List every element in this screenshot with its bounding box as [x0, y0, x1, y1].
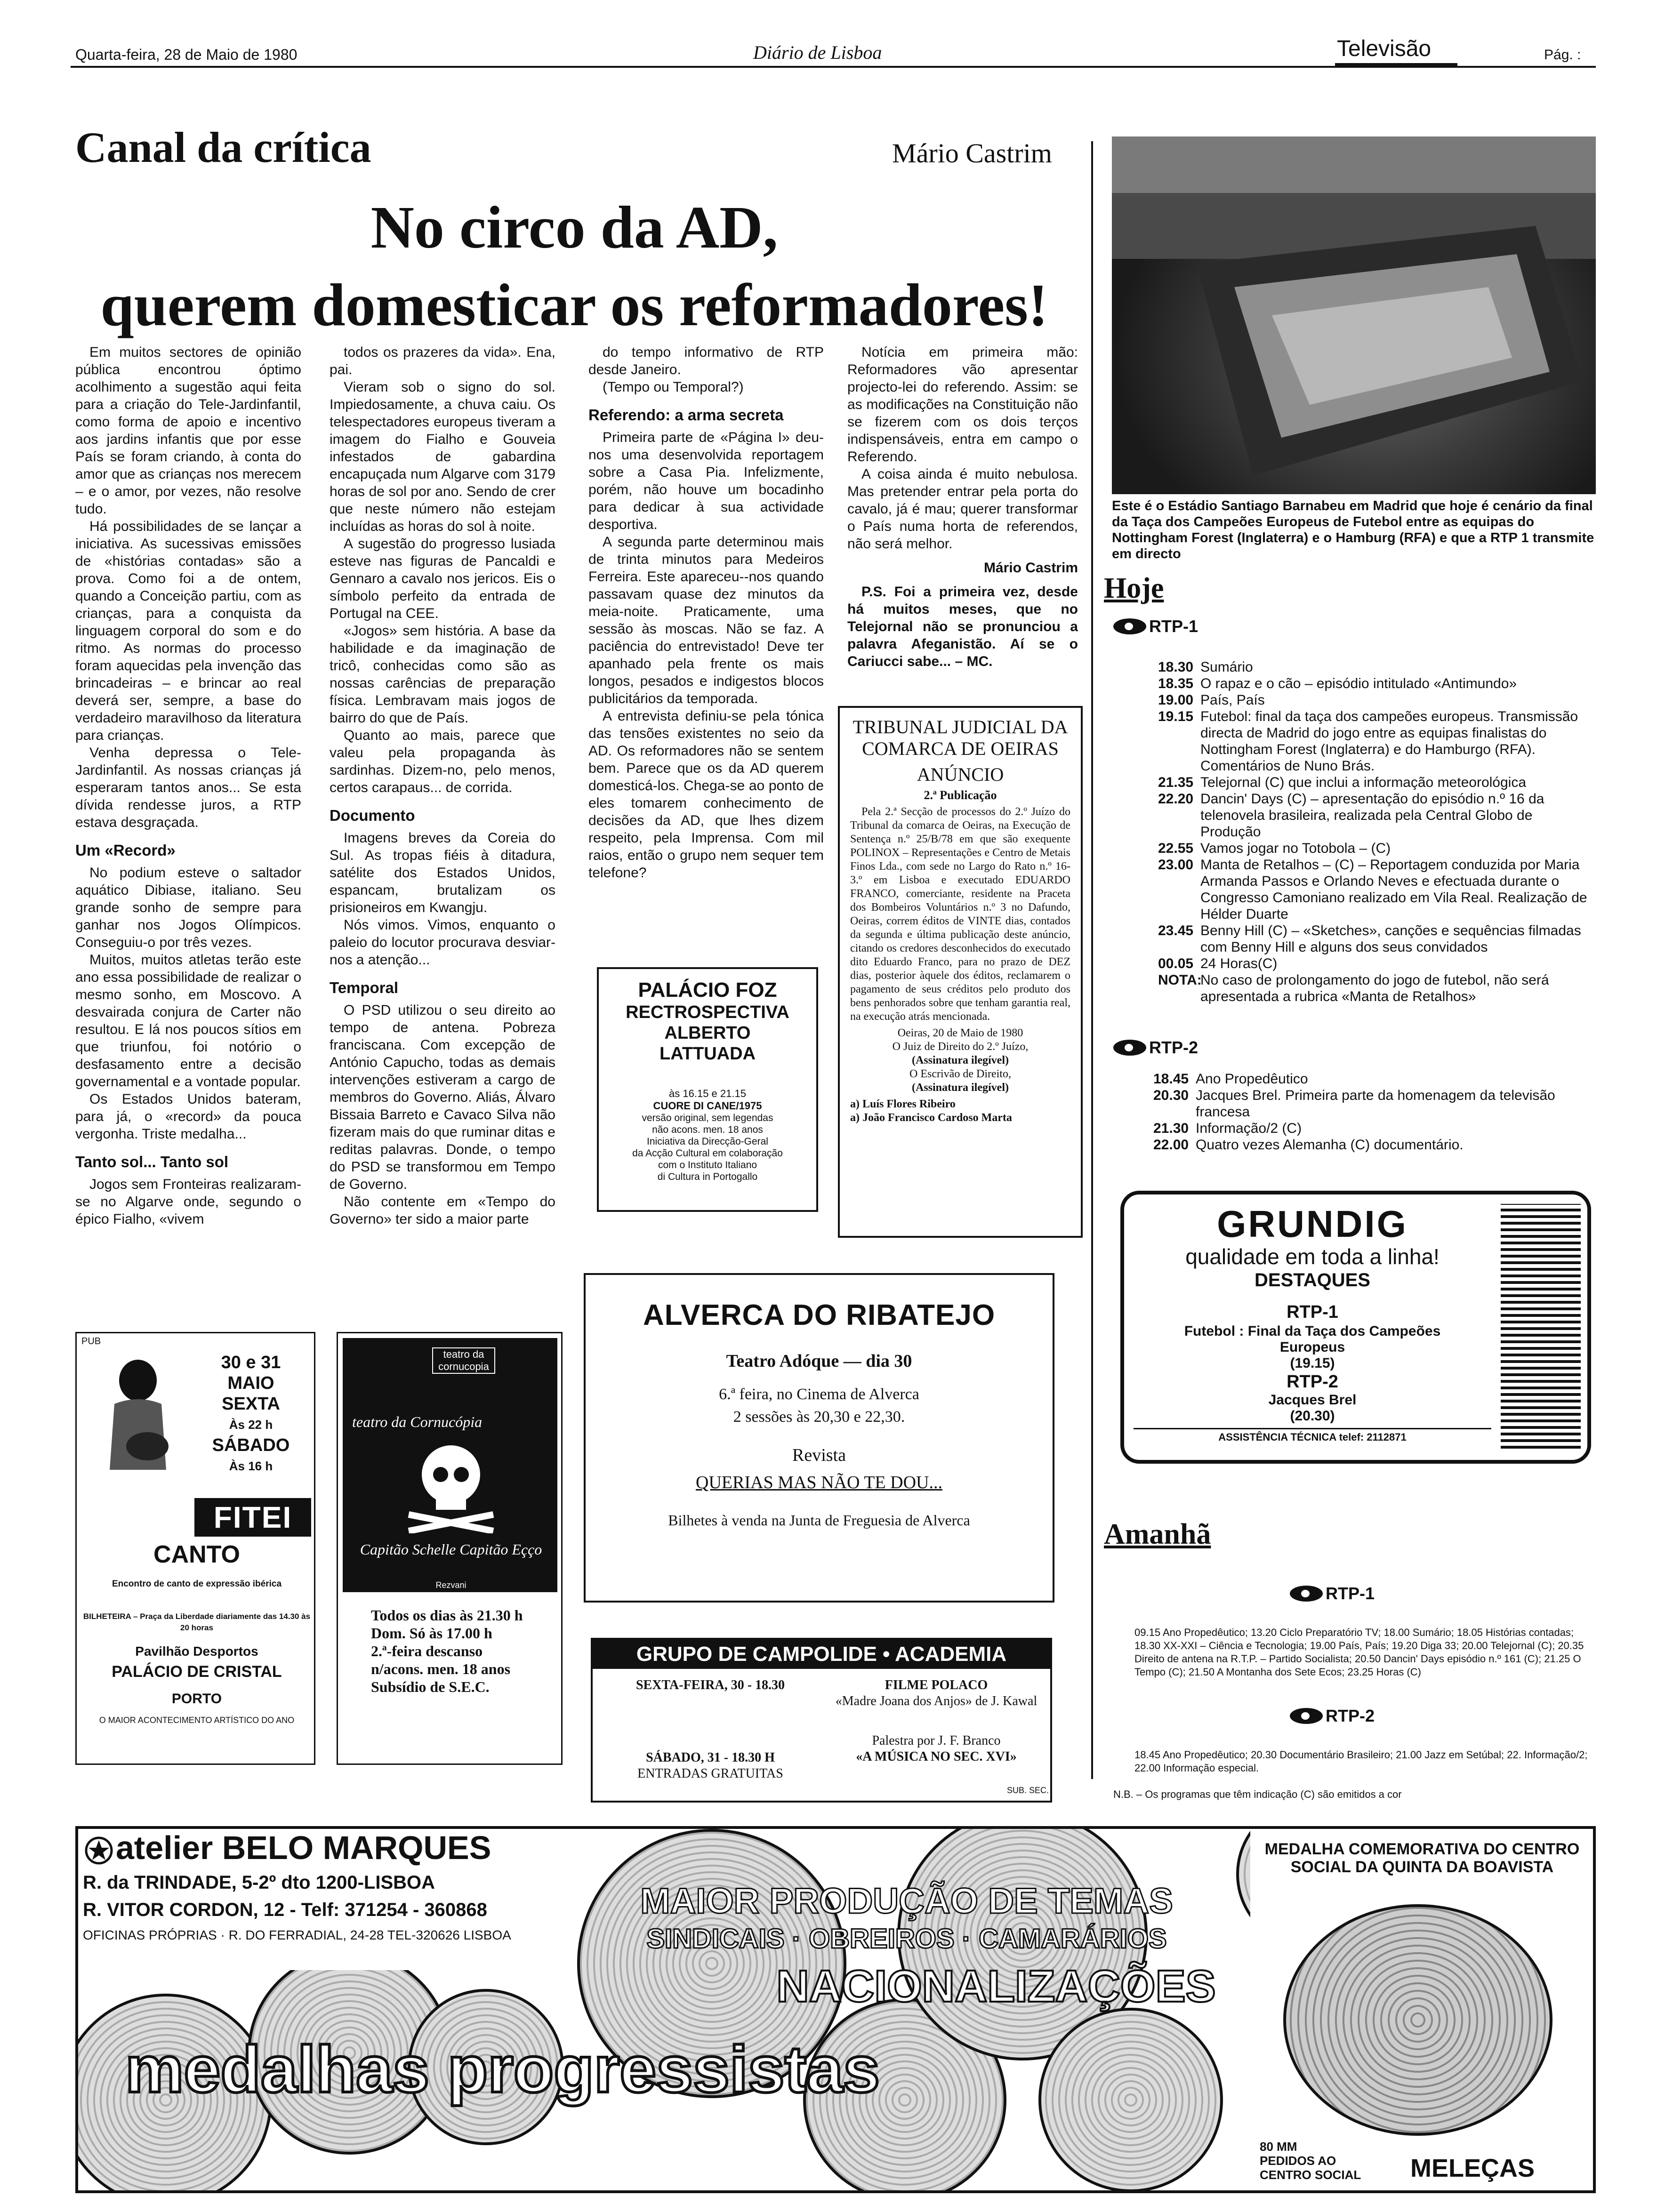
- belo-marques-ad: [75, 1826, 1596, 2193]
- amanha-rtp2-logo: [1290, 1706, 1375, 1726]
- grundig-highlights: DESTAQUES: [1255, 1270, 1370, 1290]
- cornucopia-play: Capitão Schelle Capitão Eçço: [360, 1541, 542, 1558]
- author-byline: Mário Castrim: [892, 138, 1052, 168]
- belo-orders: PEDIDOS AO: [1260, 2154, 1336, 2168]
- tv-program: Quatro vezes Alemanha (C) documentário.: [1196, 1137, 1464, 1153]
- fitei-canto: CANTO: [153, 1541, 240, 1568]
- cornucopia-name: teatro da Cornucópia: [352, 1413, 483, 1430]
- grundig-line: (19.15): [1290, 1355, 1335, 1371]
- tv-time: 20.30: [1153, 1088, 1189, 1103]
- tv-schedule-row: [1158, 675, 1596, 692]
- amanha-title: Amanhã: [1104, 1518, 1211, 1550]
- tv-time: 19.15: [1158, 709, 1194, 724]
- rtp2-label: RTP-2: [1149, 1038, 1199, 1057]
- guitar-player-illustration: [96, 1352, 180, 1475]
- tribunal-signature: (Assinatura ilegível): [912, 1082, 1009, 1094]
- tv-program: 24 Horas(C): [1200, 956, 1278, 971]
- article-paragraph: Muitos, muitos atletas terão este ano essa possibilidade de realizar o mesmo sonho, em Moscovo. A desvairada conjura de Carter não resultou. E lá nos poucos sítios em que triunfou, foi notório o desfasamento entre a decisão governamental e a vontade popular.: [75, 952, 301, 1090]
- tribunal-date: Oeiras, 20 de Maio de 1980: [897, 1027, 1023, 1039]
- belo-size: 80 MM: [1260, 2140, 1297, 2154]
- tribunal-judge: O Juiz de Direito do 2.º Juízo,: [892, 1041, 1029, 1053]
- grundig-line: Jacques Brel: [1268, 1392, 1357, 1408]
- amanha-rtp1-schedule: 09.15 Ano Propedêutico; 13.20 Ciclo Preparatório TV; 18.00 Sumário; 18.05 Histórias contadas; 18.30 XX-XXI – Ciência e Tecnologia; 19.00 País, País; 19.20 Diga 33; 20.00 Telejornal (C); 20.35 Direito de antena na R.T.P. – Partido Socialista; 20.50 Dancin' Days episódio n.º 161 (C); 21.25 O Tempo (C); 21.50 A Montanha dos Sete Ecos; 23.25 Horas (C): [1134, 1627, 1584, 1678]
- medal-illustration: [1038, 2008, 1223, 2192]
- belo-workshops: OFICINAS PRÓPRIAS · R. DO FERRADIAL, 24-28 TEL-320626 LISBOA: [83, 1928, 511, 1942]
- article-paragraph: (Tempo ou Temporal?): [603, 379, 744, 395]
- tribunal-body: Pela 2.ª Secção de processos do 2.º Juízo do Tribunal da comarca de Oeiras, na Execução de Sentença n.º 25/B/78 em que são exequente POLINOX – Representações e Centro de Metais Finos Lda., com sede no Largo do Rato n.º 16-3.º em Lisboa e executado EDUARDO FRANCO, comerciante, residente na Praceta dos Bombeiros Voluntários n.º 3 no Dafundo, Oeiras, correm éditos de VINTE dias, contados da segunda e última publicação deste anúncio, citando os credores desconhecidos do executado dito Eduardo Franco, para no prazo de DEZ dias, posterior àquele dos éditos, reclamarem o pagamento de seus créditos pelo produto dos bens penhorados sobre que tenham garantia real, na execução atrás mencionada.: [850, 806, 1070, 1023]
- tribunal-signature: (Assinatura ilegível): [912, 1054, 1009, 1066]
- stadium-photo: [1112, 136, 1596, 494]
- header-paper-name: Diário de Lisboa: [753, 42, 882, 63]
- header-section: Televisão: [1337, 36, 1432, 61]
- alverca-line: Revista: [792, 1445, 846, 1465]
- tv-schedule-row: [1153, 1120, 1596, 1137]
- cornucopia-schedule: n/acons. men. 18 anos: [371, 1660, 511, 1677]
- article-paragraph: Vieram sob o signo do sol. Impiedosamente, a chuva caiu. Os telespectadores europeus tiveram a imagem do Fialho e Gouveia infestados de gabardina encapuçada num Algarve com 3179 horas de sol por ano. Sendo de crer que neste número não estejam incluídas as horas do sol à noite.: [330, 379, 555, 534]
- palacio-foz-line: di Cultura in Portogallo: [657, 1171, 758, 1182]
- amanha-rtp2-schedule: 18.45 Ano Propedêutico; 20.30 Documentário Brasileiro; 21.00 Jazz em Setúbal; 22. Informação/2; 22.00 Informação especial.: [1134, 1749, 1588, 1774]
- grundig-tv-controls: [1501, 1204, 1581, 1449]
- palacio-foz-line: CUORE DI CANE/1975: [653, 1100, 762, 1112]
- tribunal-title: TRIBUNAL JUDICIAL DA COMARCA DE OEIRAS: [853, 716, 1068, 759]
- tribunal-publication: 2.ª Publicação: [924, 788, 997, 802]
- tv-program: No caso de prolongamento do jogo de futebol, não será apresentada a rubrica «Manta de Retalhos»: [1200, 972, 1549, 1004]
- rtp-eye-icon: [1113, 618, 1146, 634]
- article-paragraph: Em muitos sectores de opinião pública encontrou óptimo acolhimento a sugestão aqui feita para a criação do Tele-Jardinfantil, como forma de apoio e incentivo aos jardins infantis que por esse País se foram criando, à conta do amor que as crianças nos merecem – e o amor, por vezes, não resolve tudo.: [75, 345, 301, 517]
- belo-medals-title: medalhas progressistas: [125, 2032, 880, 2106]
- fitei-city: PORTO: [171, 1691, 222, 1707]
- article-paragraph: A entrevista definiu-se pela tónica das tensões existentes no seio da AD. Os reformadores não se sentem bem. Parece que os da AD querem domesticá-los. Chega-se ao ponto de eles tomarem conhecimento de decisões da AD, que lhes dizem respeito, pela Imprensa. Com mil raios, então o grupo nem sequer tem telefone?: [588, 708, 824, 881]
- article-paragraph: A coisa ainda é muito nebulosa. Mas pretender entrar pela porta do cavalo, já é mau; querer transformar o País numa horta de referendos, não será melhor.: [847, 466, 1078, 552]
- article-paragraph: Imagens breves da Coreia do Sul. As tropas fiéis à ditadura, satélite dos Estados Unidos, espancam, brutalizam os prisioneiros em Kwangju.: [330, 830, 555, 915]
- tv-time: 18.35: [1158, 676, 1194, 691]
- fitei-day: SÁBADO: [212, 1435, 290, 1455]
- amanha-rtp1-label: RTP-1: [1326, 1584, 1375, 1603]
- tv-time: 21.30: [1153, 1121, 1189, 1136]
- amanha-rtp2-label: RTP-2: [1326, 1706, 1375, 1725]
- tv-schedule-row: [1158, 972, 1596, 1005]
- tv-time: 22.55: [1158, 841, 1194, 856]
- tv-program: Dancin' Days (C) – apresentação do episódio n.º 16 da telenovela brasileira, realizada pela Central Globo de Produção: [1200, 791, 1544, 840]
- grundig-tagline: qualidade em toda a linha!: [1185, 1244, 1440, 1269]
- article-paragraph: «Jogos» sem história. A base da habilidade e da imaginação de tricô, conhecidas como são as nossas carências de preparação física. Lembravam mais jogos de bairro do que de País.: [330, 623, 555, 726]
- tv-program: Ano Propedêutico: [1196, 1071, 1308, 1087]
- palacio-foz-line: às 16.15 e 21.15: [669, 1088, 746, 1099]
- article-paragraph: Jogos sem Fronteiras realizaram-se no Algarve onde, segundo o épico Fialho, «vivem: [75, 1177, 301, 1227]
- boavista-medal-illustration: [1283, 1904, 1552, 2136]
- star-icon: [85, 1836, 113, 1865]
- palacio-foz-line: LATTUADA: [659, 1044, 756, 1064]
- article-subheading: Tanto sol... Tanto sol: [75, 1153, 229, 1170]
- belo-commemorative: MEDALHA COMEMORATIVA DO CENTRO SOCIAL DA QUINTA DA BOAVISTA: [1264, 1840, 1580, 1876]
- palacio-foz-line: versão original, sem legendas: [642, 1113, 773, 1123]
- grundig-logo: GRUNDIG: [1217, 1203, 1408, 1245]
- article-subheading: Temporal: [330, 979, 399, 996]
- cornucopia-schedule: 2.ª-feira descanso: [371, 1643, 483, 1659]
- column-divider: [1091, 141, 1093, 1779]
- tv-schedule-row: [1153, 1087, 1596, 1120]
- article-column-3: [588, 344, 824, 960]
- fitei-time: Às 16 h: [229, 1459, 273, 1473]
- photo-caption: Este é o Estádio Santiago Barnabeu em Madrid que hoje é cenário da final da Taça dos Campeões Europeus de Futebol entre as equipas do Nottingham Forest (Inglaterra) e o Hamburg (RFA) e que a RTP 1 transmite em directo: [1112, 498, 1594, 561]
- cornucopia-author: Rezvani: [435, 1580, 467, 1590]
- pub-label: PUB: [81, 1336, 101, 1346]
- rtp-eye-icon: [1290, 1708, 1323, 1724]
- grundig-ad: [1120, 1191, 1591, 1464]
- belo-orders: CENTRO SOCIAL: [1260, 2168, 1361, 2182]
- alverca-line: Teatro Adóque — dia 30: [726, 1351, 912, 1371]
- belo-slogan: NACIONALIZAÇÕES: [776, 1961, 1216, 2012]
- article-paragraph: Quanto ao mais, parece que valeu pela propaganda às sardinhas. Dizem-no, pelo menos, certos carapaus... de corrida.: [330, 728, 555, 795]
- campolide-entry: ENTRADAS GRATUITAS: [637, 1766, 783, 1781]
- rtp1-logo: [1113, 617, 1198, 636]
- tribunal-subtitle: ANÚNCIO: [917, 764, 1004, 785]
- tv-program: O rapaz e o cão – episódio intitulado «Antimundo»: [1200, 676, 1517, 691]
- stadium-illustration: [1112, 136, 1596, 494]
- alverca-show: QUERIAS MAS NÃO TE DOU...: [696, 1473, 942, 1492]
- tribunal-name: a) Luís Flores Ribeiro: [850, 1098, 956, 1110]
- campolide-sec: SUB. SEC.: [1007, 1786, 1049, 1795]
- article-paragraph: Notícia em primeira mão: Reformadores vão apresentar projecto-lei do referendo. Assim: se as modificações na Constituição não se fizerem com os dois terços indispensáveis, entra em campo o Referendo.: [847, 345, 1078, 465]
- belo-address: R. VITOR CORDON, 12 - Telf: 371254 - 360868: [83, 1899, 487, 1920]
- belo-slogan: SINDICAIS · OBREIROS · CAMARÁRIOS: [646, 1923, 1167, 1954]
- fitei-tagline: O MAIOR ACONTECIMENTO ARTÍSTICO DO ANO: [99, 1715, 295, 1725]
- fitei-day: SEXTA: [222, 1394, 280, 1414]
- rtp1-schedule: [1158, 659, 1596, 1005]
- fitei-date: 30 e 31: [221, 1353, 281, 1372]
- column-title: Canal da crítica: [75, 123, 371, 171]
- campolide-title: GRUPO DE CAMPOLIDE • ACADEMIA ALMADENSE: [593, 1640, 1050, 1669]
- tv-schedule-row: [1158, 955, 1596, 972]
- grundig-rtp2: RTP-2: [1287, 1372, 1338, 1392]
- header-rule-thick: [1335, 63, 1457, 68]
- article-column-2: [330, 344, 555, 1299]
- article-subheading: Documento: [330, 807, 415, 824]
- tv-program: Informação/2 (C): [1196, 1121, 1302, 1136]
- tv-schedule-row: [1158, 922, 1596, 955]
- tv-schedule-row: [1158, 708, 1596, 774]
- alverca-line: 2 sessões às 20,30 e 22,30.: [733, 1408, 905, 1426]
- tv-time: NOTA:: [1158, 972, 1202, 988]
- palacio-foz-line: não acons. men. 18 anos: [652, 1124, 763, 1135]
- alverca-tickets: Bilhetes à venda na Junta de Freguesia de Alverca: [668, 1512, 970, 1529]
- tv-time: 00.05: [1158, 956, 1194, 971]
- belo-location: MELEÇAS: [1410, 2154, 1535, 2182]
- tv-program: País, País: [1200, 692, 1265, 708]
- fitei-encounter: Encontro de canto de expressão ibérica: [112, 1579, 282, 1589]
- article-postscript: P.S. Foi a primeira vez, desde há muitos meses, que no Telejornal não se pronunciou a palavra Afeganistão. Aí se o Cariucci sabe... – MC.: [847, 584, 1078, 669]
- fitei-time: Às 22 h: [229, 1418, 273, 1432]
- cornucopia-ad: [337, 1332, 563, 1765]
- article-column-4: [847, 344, 1078, 701]
- campolide-event: Palestra por J. F. Branco: [872, 1733, 1001, 1748]
- tv-time: 23.45: [1158, 923, 1194, 938]
- tv-schedule-row: [1158, 774, 1596, 791]
- campolide-event: «A MÚSICA NO SEC. XVI»: [856, 1749, 1017, 1764]
- tribunal-name: a) João Francisco Cardoso Marta: [850, 1112, 1012, 1124]
- article-paragraph: do tempo informativo de RTP desde Janeiro.: [588, 345, 824, 377]
- headline-line-2: querem domesticar os reformadores!: [100, 272, 1048, 338]
- article-subheading: Um «Record»: [75, 842, 176, 859]
- article-paragraph: Há possibilidades de se lançar a iniciativa. As sucessivas emissões de «histórias contadas» são a prova. Como foi a de ontem, quando a Conceição partiu, com as crianças, para a conquista da linguagem corporal do som e do ritmo. As normas do processo foram aquecidas pela invenção das brincadeiras – e brincar ao real deverá ser, sempre, a base do verdadeiro maravilhoso da literatura para crianças.: [75, 519, 301, 743]
- tv-schedule-row: [1153, 1071, 1596, 1087]
- cornucopia-schedule: Dom. Só às 17.00 h: [371, 1625, 492, 1642]
- article-paragraph: Nós vimos. Vimos, enquanto o paleio do locutor procurava desviar-nos a atenção...: [330, 917, 555, 968]
- tribunal-notice: [838, 706, 1083, 1238]
- header-date: Quarta-feira, 28 de Maio de 1980: [75, 46, 298, 63]
- tv-time: 19.00: [1158, 692, 1194, 708]
- grundig-line: Europeus: [1279, 1339, 1345, 1355]
- grundig-rtp1: RTP-1: [1287, 1302, 1338, 1322]
- article-paragraph: Venha depressa o Tele-Jardinfantil. As nossas crianças já esperaram tantos anos... Se esta dívida rendesse juros, a RTP estava desgraçada.: [75, 745, 301, 830]
- article-paragraph: No podium esteve o saltador aquático Dibiase, italiano. Seu grande sonho de sempre para ganhar nos Jogos Olímpicos. Conseguiu-o por três vezes.: [75, 865, 301, 950]
- palacio-foz-line: da Acção Cultural em colaboração: [632, 1148, 783, 1159]
- header-page: Pág. :: [1544, 47, 1581, 63]
- tv-schedule-row: [1158, 659, 1596, 675]
- article-paragraph: A sugestão do progresso lusiada esteve nas figuras de Pancaldi e Gennaro a cavalo nos jericos. Eis o símbolo perfeito da entrada de Portugal na CEE.: [330, 536, 555, 621]
- rtp-eye-icon: [1113, 1040, 1146, 1056]
- tv-time: 21.35: [1158, 775, 1194, 790]
- palacio-foz-ad: [597, 967, 818, 1212]
- alverca-ad: [584, 1273, 1054, 1603]
- tv-time: 18.45: [1153, 1071, 1189, 1087]
- palacio-foz-line: ALBERTO: [664, 1023, 751, 1043]
- grundig-line: Futebol : Final da Taça dos Campeões: [1184, 1323, 1441, 1339]
- grundig-assistance: ASSISTÊNCIA TÉCNICA telef: 2112871: [1134, 1428, 1491, 1443]
- cornucopia-logo: teatro da cornucopia: [432, 1347, 495, 1374]
- tv-time: 22.00: [1153, 1137, 1189, 1153]
- tv-program: Futebol: final da taça dos campeões europeus. Transmissão directa de Madrid do jogo entre as equipas finalistas do Nottingham Forest (Inglaterra) e do Hamburgo (RFA). Comentários de Nuno Brás.: [1200, 709, 1578, 774]
- campolide-event: «Madre Joana dos Anjos» de J. Kawal: [835, 1694, 1038, 1708]
- fitei-venue: Pavilhão Desportos: [135, 1644, 258, 1659]
- fitei-venue: PALÁCIO DE CRISTAL: [112, 1663, 282, 1681]
- palacio-foz-line: com o Instituto Italiano: [658, 1160, 757, 1170]
- palacio-foz-title: PALÁCIO FOZ: [638, 978, 777, 1002]
- tv-program: Vamos jogar no Totobola – (C): [1200, 841, 1391, 856]
- tv-program: Jacques Brel. Primeira parte da homenagem da televisão francesa: [1196, 1088, 1555, 1120]
- cornucopia-schedule: Subsídio de S.E.C.: [371, 1678, 490, 1695]
- tv-time: 18.30: [1158, 659, 1194, 675]
- article-signature: Mário Castrim: [983, 560, 1078, 576]
- alverca-title: ALVERCA DO RIBATEJO: [643, 1299, 996, 1331]
- tribunal-clerk: O Escrivão de Direito,: [909, 1068, 1011, 1080]
- fitei-month: MAIO: [227, 1373, 274, 1393]
- tv-schedule-row: [1158, 692, 1596, 708]
- article-paragraph: todos os prazeres da vida». Ena, pai.: [330, 345, 555, 377]
- article-paragraph: O PSD utilizou o seu direito ao tempo de antena. Pobreza franciscana. Com excepção de António Capucho, todas as demais intervenções estiveram a cargo de membros do Governo. Aliás, Álvaro Bissaia Barreto e Cavaco Silva não fizeram mais do que ruminar ditas e reditas palavras. Donde, o tempo do PSD se transformou em Tempo de Governo.: [330, 1002, 555, 1192]
- article-subheading: Referendo: a arma secreta: [588, 406, 784, 424]
- color-note: N.B. – Os programas que têm indicação (C) são emitidos a cor: [1113, 1788, 1402, 1800]
- belo-address: R. da TRINDADE, 5-2º dto 1200-LISBOA: [83, 1872, 435, 1893]
- article-paragraph: A segunda parte determinou mais de trinta minutos para Medeiros Ferreira. Este apareceu--nos quando passavam quase dez minutos da meia-noite. Praticamente, uma sessão às moscas. Não se faz. A paciência do entrevistado! Deve ter apanhado pela frente os mais longos, pesados e indigestos blocos publicitários da temporada.: [588, 534, 824, 706]
- headline-line-1: No circo da AD,: [370, 194, 778, 261]
- fitei-ad: [75, 1332, 315, 1765]
- belo-slogan: MAIOR PRODUÇÃO DE TEMAS: [640, 1881, 1173, 1921]
- tv-schedule-row: [1153, 1137, 1596, 1153]
- tv-time: 22.20: [1158, 791, 1194, 807]
- campolide-ad: [591, 1638, 1052, 1803]
- rtp2-schedule: [1153, 1071, 1596, 1153]
- campolide-date: SÁBADO, 31 - 18.30 H: [646, 1750, 775, 1765]
- tv-time: 23.00: [1158, 857, 1194, 873]
- article-paragraph: Primeira parte de «Página I» deu-nos uma desenvolvida reportagem sobre a Casa Pia. Infelizmente, porém, não houve um bocadinho para dedicar à sua actividade desportiva.: [588, 430, 824, 532]
- rtp2-logo: [1113, 1038, 1198, 1058]
- alverca-line: 6.ª feira, no Cinema de Alverca: [719, 1386, 919, 1403]
- hoje-title: Hoje: [1104, 572, 1164, 604]
- grundig-line: (20.30): [1290, 1408, 1335, 1424]
- article-column-1: [75, 344, 301, 1299]
- rtp-eye-icon: [1290, 1586, 1323, 1602]
- tv-program: Telejornal (C) que inclui a informação meteorológica: [1200, 775, 1527, 790]
- palacio-foz-line: RECTROSPECTIVA: [626, 1002, 789, 1022]
- skull-crossbones-icon: [399, 1439, 503, 1533]
- campolide-date: SEXTA-FEIRA, 30 - 18.30: [635, 1678, 785, 1692]
- article-paragraph: Não contente em «Tempo do Governo» ter sido a maior parte: [330, 1194, 555, 1227]
- amanha-rtp1-logo: [1290, 1584, 1375, 1603]
- tv-schedule-row: [1158, 857, 1596, 922]
- fitei-box-office: BILHETEIRA – Praça da Liberdade diariamente das 14.30 às 20 horas: [83, 1612, 311, 1632]
- tv-schedule-row: [1158, 840, 1596, 857]
- belo-brand: atelier BELO MARQUES: [116, 1829, 491, 1866]
- article-paragraph: Os Estados Unidos bateram, para já, o «record» da pouca vergonha. Triste medalha...: [75, 1091, 301, 1142]
- campolide-event: FILME POLACO: [885, 1678, 988, 1692]
- palacio-foz-line: Iniciativa da Direcção-Geral: [647, 1136, 768, 1147]
- cornucopia-schedule: Todos os dias às 21.30 h: [371, 1607, 523, 1624]
- tv-program: Sumário: [1200, 659, 1253, 675]
- tv-schedule-row: [1158, 791, 1596, 840]
- rtp1-label: RTP-1: [1149, 617, 1199, 636]
- fitei-logo: FITEI: [194, 1498, 311, 1537]
- tv-program: Manta de Retalhos – (C) – Reportagem conduzida por Maria Armanda Passos e Orlando Neves e efectuada durante o Congresso Camoniano realizado em Vila Real. Realização de Hélder Duarte: [1200, 857, 1587, 922]
- tv-program: Benny Hill (C) – «Sketches», canções e sequências filmadas com Benny Hill e alguns dos seus convidados: [1200, 923, 1581, 955]
